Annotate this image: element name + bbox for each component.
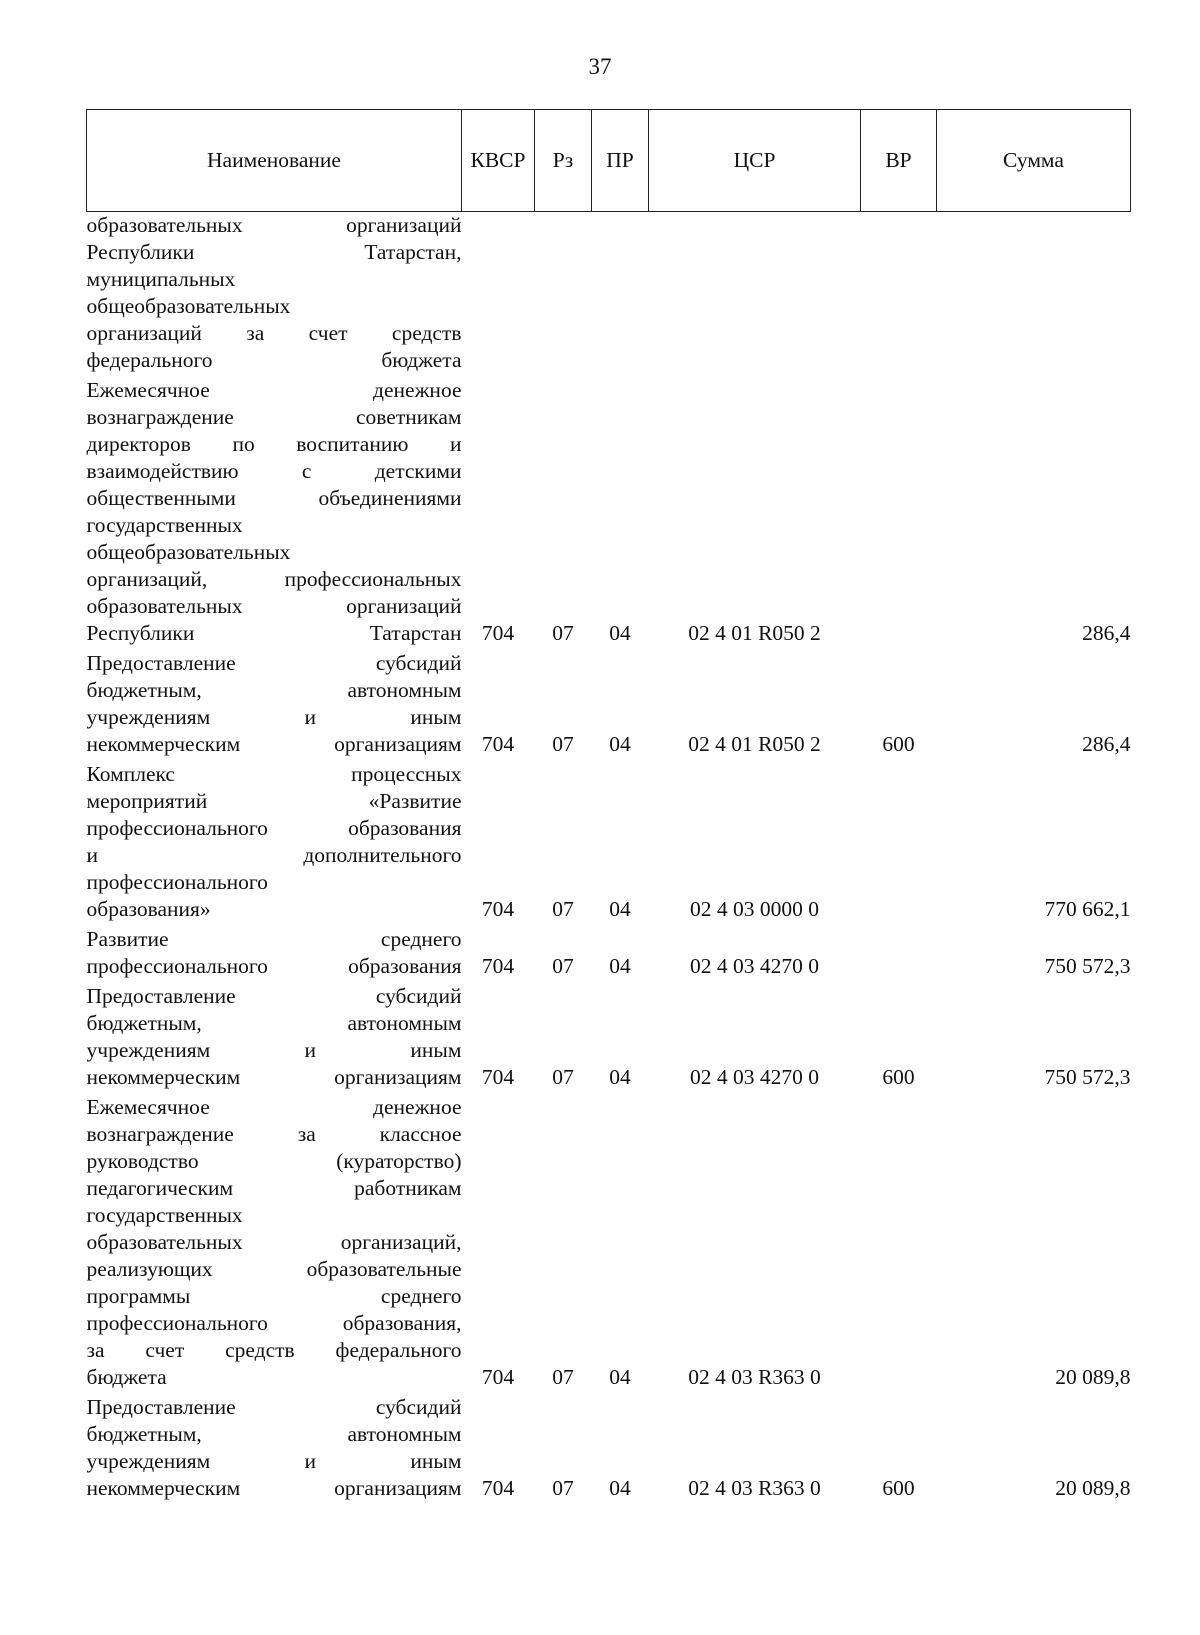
cell-name-line: общеобразовательных — [86, 294, 291, 318]
cell-kvsr: 704 — [481, 1065, 515, 1089]
cell-csr: 02 4 01 R050 2 — [688, 732, 821, 756]
cell-pr: 04 — [609, 621, 631, 645]
table-row — [87, 926, 1131, 983]
cell-vr — [861, 377, 937, 650]
page-number: 37 — [588, 54, 612, 79]
cell-pr: 04 — [609, 897, 631, 921]
cell-name-line: Предоставление субсидий — [86, 1395, 462, 1419]
cell-name — [87, 1394, 462, 1505]
cell-rz — [535, 212, 592, 378]
cell-name-line: некоммерческим организациям — [86, 732, 462, 756]
cell-pr: 04 — [609, 1476, 631, 1500]
table-row — [87, 761, 1131, 926]
header-kvsr: КВСР — [462, 110, 535, 212]
header-pr: ПР — [592, 110, 649, 212]
cell-pr: 04 — [609, 954, 631, 978]
cell-name-line: общественными объединениями — [86, 486, 462, 510]
cell-csr — [649, 212, 861, 378]
cell-rz: 07 — [552, 621, 574, 645]
cell-name-line: Комплекс процессных — [86, 762, 462, 786]
cell-name — [87, 650, 462, 761]
cell-sum: 750 572,3 — [1044, 1065, 1131, 1089]
cell-kvsr: 704 — [481, 954, 515, 978]
cell-name-line: за счет средств федерального — [86, 1338, 462, 1362]
cell-name-line: профессионального образования — [86, 816, 462, 840]
cell-name-line: и дополнительного — [86, 843, 462, 867]
table-row — [87, 650, 1131, 761]
cell-name-line: организаций за счет средств — [86, 321, 462, 345]
cell-name-line: профессионального образования, — [86, 1311, 462, 1335]
header-sum: Сумма — [937, 110, 1131, 212]
cell-name-line: взаимодействию с детскими — [86, 459, 462, 483]
cell-rz: 07 — [552, 1365, 574, 1389]
header-csr: ЦСР — [649, 110, 861, 212]
cell-name-line: программы среднего — [86, 1284, 462, 1308]
cell-kvsr: 704 — [481, 732, 515, 756]
cell-sum: 286,4 — [1082, 732, 1131, 756]
cell-name-line: учреждениям и иным — [86, 1449, 462, 1473]
cell-name-line: Республики Татарстан, — [86, 240, 462, 264]
cell-name-line: организаций, профессиональных — [86, 567, 462, 591]
cell-name-line: образовательных организаций, — [86, 1230, 462, 1254]
cell-pr: 04 — [609, 1065, 631, 1089]
cell-kvsr: 704 — [481, 1476, 515, 1500]
cell-name-line: директоров по воспитанию и — [86, 432, 462, 456]
cell-name-line: государственных — [86, 513, 243, 537]
cell-name-line: Ежемесячное денежное — [86, 1095, 462, 1119]
cell-csr: 02 4 03 4270 0 — [690, 1065, 819, 1089]
table-header — [87, 110, 1131, 212]
cell-name-line: федерального бюджета — [86, 348, 462, 372]
cell-name-line: общеобразовательных — [86, 540, 291, 564]
cell-name-line: Предоставление субсидий — [86, 984, 462, 1008]
cell-name-line: Развитие среднего — [86, 927, 462, 951]
cell-name-line: Республики Татарстан — [86, 621, 462, 645]
cell-rz: 07 — [552, 732, 574, 756]
cell-csr: 02 4 03 R363 0 — [688, 1476, 821, 1500]
cell-name-line: бюджетным, автономным — [86, 1011, 462, 1035]
cell-rz: 07 — [552, 1065, 574, 1089]
cell-name-line: реализующих образовательные — [86, 1257, 462, 1281]
cell-sum — [937, 212, 1131, 378]
cell-name — [87, 983, 462, 1094]
table-row — [87, 212, 1131, 378]
cell-vr: 600 — [882, 1476, 915, 1500]
cell-kvsr — [462, 212, 535, 378]
cell-pr: 04 — [609, 1365, 631, 1389]
cell-rz: 07 — [552, 1476, 574, 1500]
cell-sum: 20 089,8 — [1055, 1476, 1131, 1500]
cell-vr — [861, 761, 937, 926]
cell-vr — [861, 212, 937, 378]
cell-name-line: Ежемесячное денежное — [86, 378, 462, 402]
cell-vr — [861, 1094, 937, 1394]
cell-sum: 770 662,1 — [1044, 897, 1131, 921]
cell-pr: 04 — [609, 732, 631, 756]
cell-name — [87, 1094, 462, 1394]
cell-kvsr: 704 — [481, 621, 515, 645]
cell-name-line: образовательных организаций — [86, 594, 462, 618]
table-row — [87, 377, 1131, 650]
header-name: Наименование — [87, 110, 462, 212]
cell-name-line: государственных — [86, 1203, 243, 1227]
cell-name-line: руководство (кураторство) — [86, 1149, 462, 1173]
cell-name — [87, 377, 462, 650]
cell-name-line: профессионального образования — [86, 954, 462, 978]
cell-rz: 07 — [552, 954, 574, 978]
cell-name — [87, 761, 462, 926]
header-rz: Рз — [535, 110, 592, 212]
cell-name — [87, 212, 462, 378]
cell-name-line: вознаграждение советникам — [86, 405, 462, 429]
cell-name-line: вознаграждение за классное — [86, 1122, 462, 1146]
cell-kvsr: 704 — [481, 897, 515, 921]
cell-pr — [592, 212, 649, 378]
cell-name-line: образования» — [86, 897, 211, 921]
cell-sum: 20 089,8 — [1055, 1365, 1131, 1389]
cell-name — [87, 926, 462, 983]
cell-vr: 600 — [882, 732, 915, 756]
cell-kvsr: 704 — [481, 1365, 515, 1389]
cell-csr: 02 4 01 R050 2 — [688, 621, 821, 645]
header-vr: ВР — [861, 110, 937, 212]
cell-name-line: образовательных организаций — [86, 213, 462, 237]
cell-csr: 02 4 03 R363 0 — [688, 1365, 821, 1389]
budget-table — [86, 109, 1131, 1505]
table-body — [87, 212, 1131, 1506]
table-row — [87, 1094, 1131, 1394]
cell-name-line: педагогическим работникам — [86, 1176, 462, 1200]
cell-name-line: бюджетным, автономным — [86, 1422, 462, 1446]
cell-rz: 07 — [552, 897, 574, 921]
cell-name-line: мероприятий «Развитие — [86, 789, 462, 813]
cell-csr: 02 4 03 0000 0 — [690, 897, 819, 921]
cell-name-line: некоммерческим организациям — [86, 1065, 462, 1089]
cell-name-line: бюджетным, автономным — [86, 678, 462, 702]
table-row — [87, 1394, 1131, 1505]
cell-sum: 750 572,3 — [1044, 954, 1131, 978]
cell-sum: 286,4 — [1082, 621, 1131, 645]
cell-name-line: учреждениям и иным — [86, 705, 462, 729]
table-row — [87, 983, 1131, 1094]
cell-name-line: бюджета — [86, 1365, 167, 1389]
cell-csr: 02 4 03 4270 0 — [690, 954, 819, 978]
cell-name-line: учреждениям и иным — [86, 1038, 462, 1062]
cell-vr: 600 — [882, 1065, 915, 1089]
cell-name-line: профессионального — [86, 870, 268, 894]
cell-name-line: муниципальных — [86, 267, 236, 291]
cell-name-line: Предоставление субсидий — [86, 651, 462, 675]
cell-vr — [861, 926, 937, 983]
cell-name-line: некоммерческим организациям — [86, 1476, 462, 1500]
